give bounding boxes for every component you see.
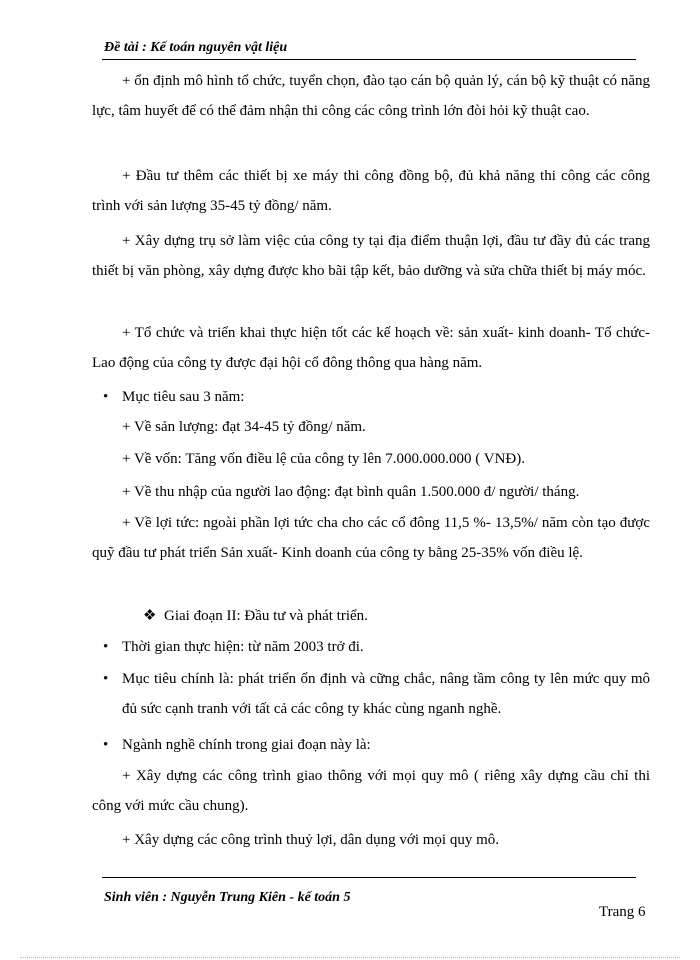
paragraph-3: + Xây dựng trụ sở làm việc của công ty tại địa điểm thuận lợi, đầu tư đầy đủ các trang thiết bị văn phòng, xây dựng được kho bãi tập kết, bảo dưỡng và sửa chữa thiết bị máy móc. xyxy=(92,233,650,279)
footer-rule xyxy=(102,877,636,878)
paragraph-5: + Về sản lượng: đạt 34-45 tỷ đồng/ năm. xyxy=(122,419,366,435)
header-rule xyxy=(102,59,636,60)
bullet-item-1: Mục tiêu sau 3 năm: xyxy=(122,389,245,405)
paragraph-7: + Về thu nhập của người lao động: đạt bình quân 1.500.000 đ/ người/ tháng. xyxy=(122,484,580,500)
diamond-bullet-icon: ❖ xyxy=(143,608,157,624)
bullet-item-3: Mục tiêu chính là: phát triển ổn định và cững chắc, nâng tầm công ty lên mức quy mô đủ sức cạnh tranh với tất cả các công ty khác cùng nganh nghề. xyxy=(122,671,650,717)
paragraph-1: + ổn định mô hình tổ chức, tuyển chọn, đào tạo cán bộ quản lý, cán bộ kỹ thuật có năng lực, tâm huyết để có thể đảm nhận thi công các công trình lớn đòi hỏi kỹ thuật cao. xyxy=(92,73,650,119)
bullet-icon: • xyxy=(103,671,109,687)
bullet-icon: • xyxy=(103,389,109,405)
page-break-line xyxy=(20,957,680,958)
paragraph-8: + Về lợi tức: ngoài phần lợi tức cha cho các cổ đông 11,5 %- 13,5%/ năm còn tạo được quỹ đầu tư phát triển Sản xuất- Kinh doanh của công ty bằng 25-35% vốn điều lệ. xyxy=(92,515,650,561)
page-header-title: Đề tài : Kế toán nguyên vật liệu xyxy=(104,40,288,55)
bullet-item-4: Ngành nghề chính trong giai đoạn này là: xyxy=(122,737,371,753)
paragraph-4: + Tổ chức và triển khai thực hiện tốt các kế hoạch về: sản xuất- kinh doanh- Tổ chức- Lao động của công ty được đại hội cổ đông thông qua hàng năm. xyxy=(92,325,650,371)
paragraph-2: + Đầu tư thêm các thiết bị xe máy thi công đồng bộ, đủ khả năng thi công các công trình với sản lượng 35-45 tỷ đồng/ năm. xyxy=(92,168,650,214)
paragraph-9: + Xây dựng các công trình giao thông với mọi quy mô ( riêng xây dựng cầu chỉ thi công với mức cầu chung). xyxy=(92,768,650,814)
bullet-item-2: Thời gian thực hiện: từ năm 2003 trở đi. xyxy=(122,639,364,655)
paragraph-10: + Xây dựng các công trình thuỷ lợi, dân dụng với mọi quy mô. xyxy=(122,832,499,848)
footer-author: Sinh viên : Nguyễn Trung Kiên - kế toán 5 xyxy=(104,890,351,905)
bullet-icon: • xyxy=(103,737,109,753)
page-number: Trang 6 xyxy=(599,904,646,920)
bullet-icon: • xyxy=(103,639,109,655)
paragraph-6: + Về vốn: Tăng vốn điều lệ của công ty lên 7.000.000.000 ( VNĐ). xyxy=(122,451,525,467)
phase-heading: Giai đoạn II: Đầu tư và phát triển. xyxy=(164,608,368,624)
